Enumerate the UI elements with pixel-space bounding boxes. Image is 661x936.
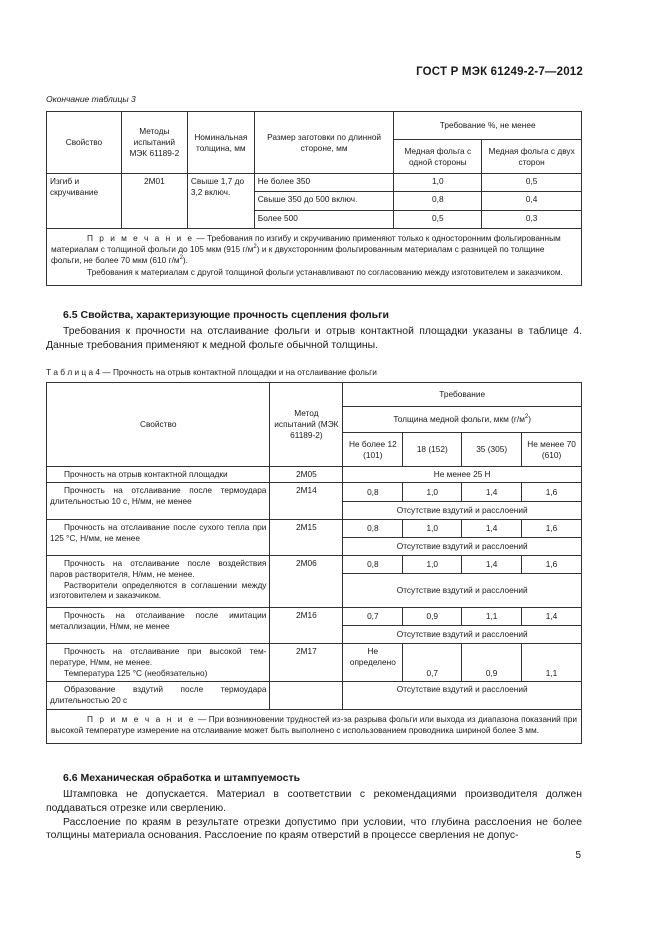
t3-note-text-3: ). (182, 254, 188, 265)
t4-cell-value: 0,7 (343, 608, 403, 626)
table-row (47, 556, 582, 574)
t4-cell-subnote: Отсутствие вздутий и расслоений (343, 626, 582, 644)
t4-note (47, 710, 582, 744)
t3-header-methods: Методы испытаний МЭК 61189-2 (121, 112, 187, 174)
t4-cell-method: 2М17 (270, 644, 343, 682)
t4-header-thickness (343, 407, 582, 433)
t3-header-size: Размер заготовки по длинной стороне, мм (254, 112, 394, 174)
t4-header-col: Не более 12 (101) (343, 433, 403, 467)
table3-caption: Окончание таблицы 3 (46, 94, 136, 104)
t4-cell-property-line: Прочность на отслаивание после воздействия паров растворителя, Н/мм, не менее. (50, 558, 267, 579)
t4-cell-value: 1,6 (522, 556, 582, 574)
t3-note-paragraph (51, 233, 577, 265)
section-6-6-paragraph-2: Расслоение по краям в результате отрезки допустимо при условии, что глубина расслоения не более толщины материала основания. Расслоение по краям отверстий в процессе сверления не допус- (46, 816, 582, 842)
t4-cell-property-line: Растворители определяются в соглашении между изготовителем и заказчиком. (50, 579, 267, 601)
t4-cell-value: 1,0 (403, 556, 462, 574)
section-6-6-paragraph-1: Штамповка не допускается. Материал в соответствии с рекомендациями производителя должен поддаваться отрезке или сверлению. (46, 789, 582, 814)
t4-cell-property: Прочность на отрыв контактной площадки (47, 467, 270, 483)
table4-caption-label: Т а б л и ц а 4 (46, 367, 101, 377)
section-6-6-title: 6.6 Механическая обработка и штампуемость (63, 772, 301, 784)
t4-cell-property: Прочность на отслаивание после имитации металлизации, Н/мм, не менее (47, 608, 270, 644)
t3-note-text-1: — Требования по изгибу и скручиванию применяют только к односторонним фольгированным материалам с толщиной фольги до 105 мкм (915 г/м (51, 233, 561, 254)
t4-cell-value: 0,9 (403, 608, 462, 626)
table-row (47, 467, 582, 483)
t4-cell-value: 0,8 (343, 483, 403, 502)
t3-header-two-side: Медная фольга с двух сторон (482, 140, 582, 174)
t4-cell-value: 1,0 (403, 483, 462, 502)
t4-cell-merged: Отсутствие вздутий и расслоений (343, 682, 582, 710)
t3-cell-size: Свыше 350 до 500 включ. (254, 192, 394, 211)
t3-header-one-side: Медная фольга с одной стороны (394, 140, 482, 174)
t4-note-text: — При возникновении трудностей из-за разрыва фольги или выхода из диапазона показаний при высокой температуре измерение на отслаивание может быть выполнено с использованием проводника шириной более 3 мм. (51, 714, 577, 735)
section-6-6-body (46, 788, 582, 843)
t3-cell-one: 0,8 (394, 192, 482, 211)
t4-thickness-text: Толщина медной фольги, мкм (г/м (393, 414, 525, 425)
table3 (46, 111, 582, 286)
t4-cell-merged: Не менее 25 Н (343, 467, 582, 483)
t4-note-paragraph (51, 714, 577, 736)
t4-note-label: П р и м е ч а н и е (87, 714, 196, 724)
t4-cell-value: 1,1 (462, 608, 522, 626)
t4-cell-method: 2М15 (270, 520, 343, 556)
t4-cell-property: Образование вздутий после термоудара длительностью 20 с (47, 682, 270, 710)
section-6-5-title: 6.5 Свойства, характеризующие прочность сцепления фольги (63, 309, 389, 321)
t4-cell-value: 1,0 (403, 520, 462, 538)
document-header: ГОСТ Р МЭК 61249-2-7—2012 (416, 66, 583, 78)
t4-header-requirement: Требование (343, 383, 582, 407)
t4-cell-property (47, 556, 270, 608)
table-row (47, 644, 582, 682)
t3-cell-two: 0,4 (482, 192, 582, 211)
t4-cell-subnote: Отсутствие вздутий и расслоений (343, 538, 582, 556)
table4-caption-text: — Прочность на отрыв контактной площадки и на отслаивание фольги (100, 367, 377, 377)
t4-header-col: 35 (305) (462, 433, 522, 467)
t4-cell-method (270, 682, 343, 710)
t4-cell-value: 1,6 (522, 520, 582, 538)
t3-note-text-2: ) и к двухсторонним фольгированным материалам с разницей по толщине фольги, не более 70 мкм (610 г/м (51, 243, 545, 265)
t4-cell-subnote: Отсутствие вздутий и расслоений (343, 574, 582, 608)
t3-cell-property: Изгиб и скручивание (47, 174, 122, 229)
t4-cell-method: 2М16 (270, 608, 343, 644)
t4-cell-method: 2М14 (270, 483, 343, 520)
t4-cell-property-line: Температура 125 °С (необязательно) (64, 667, 208, 678)
t3-note-sup-2: 2 (179, 254, 183, 261)
t4-cell-property: Прочность на отслаивание после термоудара длительностью 10 с, Н/мм, не менее (47, 483, 270, 520)
t4-thickness-sup: 2 (524, 414, 529, 421)
t3-cell-size: Более 500 (254, 211, 394, 229)
t3-header-requirement: Требование %, не менее (394, 112, 582, 140)
table4 (46, 382, 582, 744)
t4-cell-value: Не определено (343, 644, 403, 682)
t4-cell-subnote: Отсутствие вздутий и расслоений (343, 502, 582, 520)
t3-header-property: Свойство (47, 112, 122, 174)
t4-cell-property-line: Прочность на отслаивание при высокой температуре, Н/мм, не менее. (50, 646, 267, 667)
t3-cell-two: 0,3 (482, 211, 582, 229)
t4-cell-value: 0,8 (343, 520, 403, 538)
t3-cell-method: 2М01 (121, 174, 187, 229)
table4-caption (46, 367, 377, 377)
page-number: 5 (575, 850, 581, 861)
table-row (47, 483, 582, 502)
t3-note (47, 229, 582, 286)
t4-cell-value: 0,8 (343, 556, 403, 574)
t3-cell-size: Не более 350 (254, 174, 394, 192)
t4-header-col: Не менее 70 (610) (522, 433, 582, 467)
t3-cell-nominal: Свыше 1,7 до 3,2 включ. (187, 174, 254, 229)
table-row (47, 520, 582, 538)
t3-cell-one: 1,0 (394, 174, 482, 192)
t4-cell-method: 2М06 (270, 556, 343, 608)
t4-cell-value: 1,4 (462, 483, 522, 502)
t4-cell-value: 1,4 (522, 608, 582, 626)
t4-header-col: 18 (152) (403, 433, 462, 467)
t4-cell-property (47, 644, 270, 682)
t4-cell-value: 0,7 (403, 644, 462, 682)
t3-note-label: П р и м е ч а н и е (87, 233, 195, 243)
section-6-5-body (46, 325, 582, 353)
section-6-5-paragraph: Требования к прочности на отслаивание фольги и отрыв контактной площадки указаны в таблице 4. Данные требования применяют к медной фольге обычной толщины. (46, 326, 582, 351)
table-row (47, 608, 582, 626)
t4-thickness-close: ) (528, 414, 532, 425)
t4-header-method: Метод испытаний (МЭК 61189-2) (270, 383, 343, 467)
t4-cell-value: 1,1 (522, 644, 582, 682)
t4-header-property: Свойство (47, 383, 270, 467)
t3-note-paragraph-2: Требования к материалам с другой толщиной фольги устанавливают по согласованию между изготовителем и заказчиком. (87, 267, 563, 278)
t4-cell-value: 1,4 (462, 556, 522, 574)
t4-cell-value: 1,4 (462, 520, 522, 538)
t3-note-sup-1: 2 (253, 244, 257, 251)
t4-cell-method: 2М05 (270, 467, 343, 483)
t4-cell-property: Прочность на отслаивание после сухого тепла при 125 °С, Н/мм, не менее (47, 520, 270, 556)
t3-cell-two: 0,5 (482, 174, 582, 192)
t3-header-nominal: Номинальная толщина, мм (187, 112, 254, 174)
table-row (47, 682, 582, 710)
t3-cell-one: 0,5 (394, 211, 482, 229)
t4-cell-value: 0,9 (462, 644, 522, 682)
t4-cell-value: 1,6 (522, 483, 582, 502)
